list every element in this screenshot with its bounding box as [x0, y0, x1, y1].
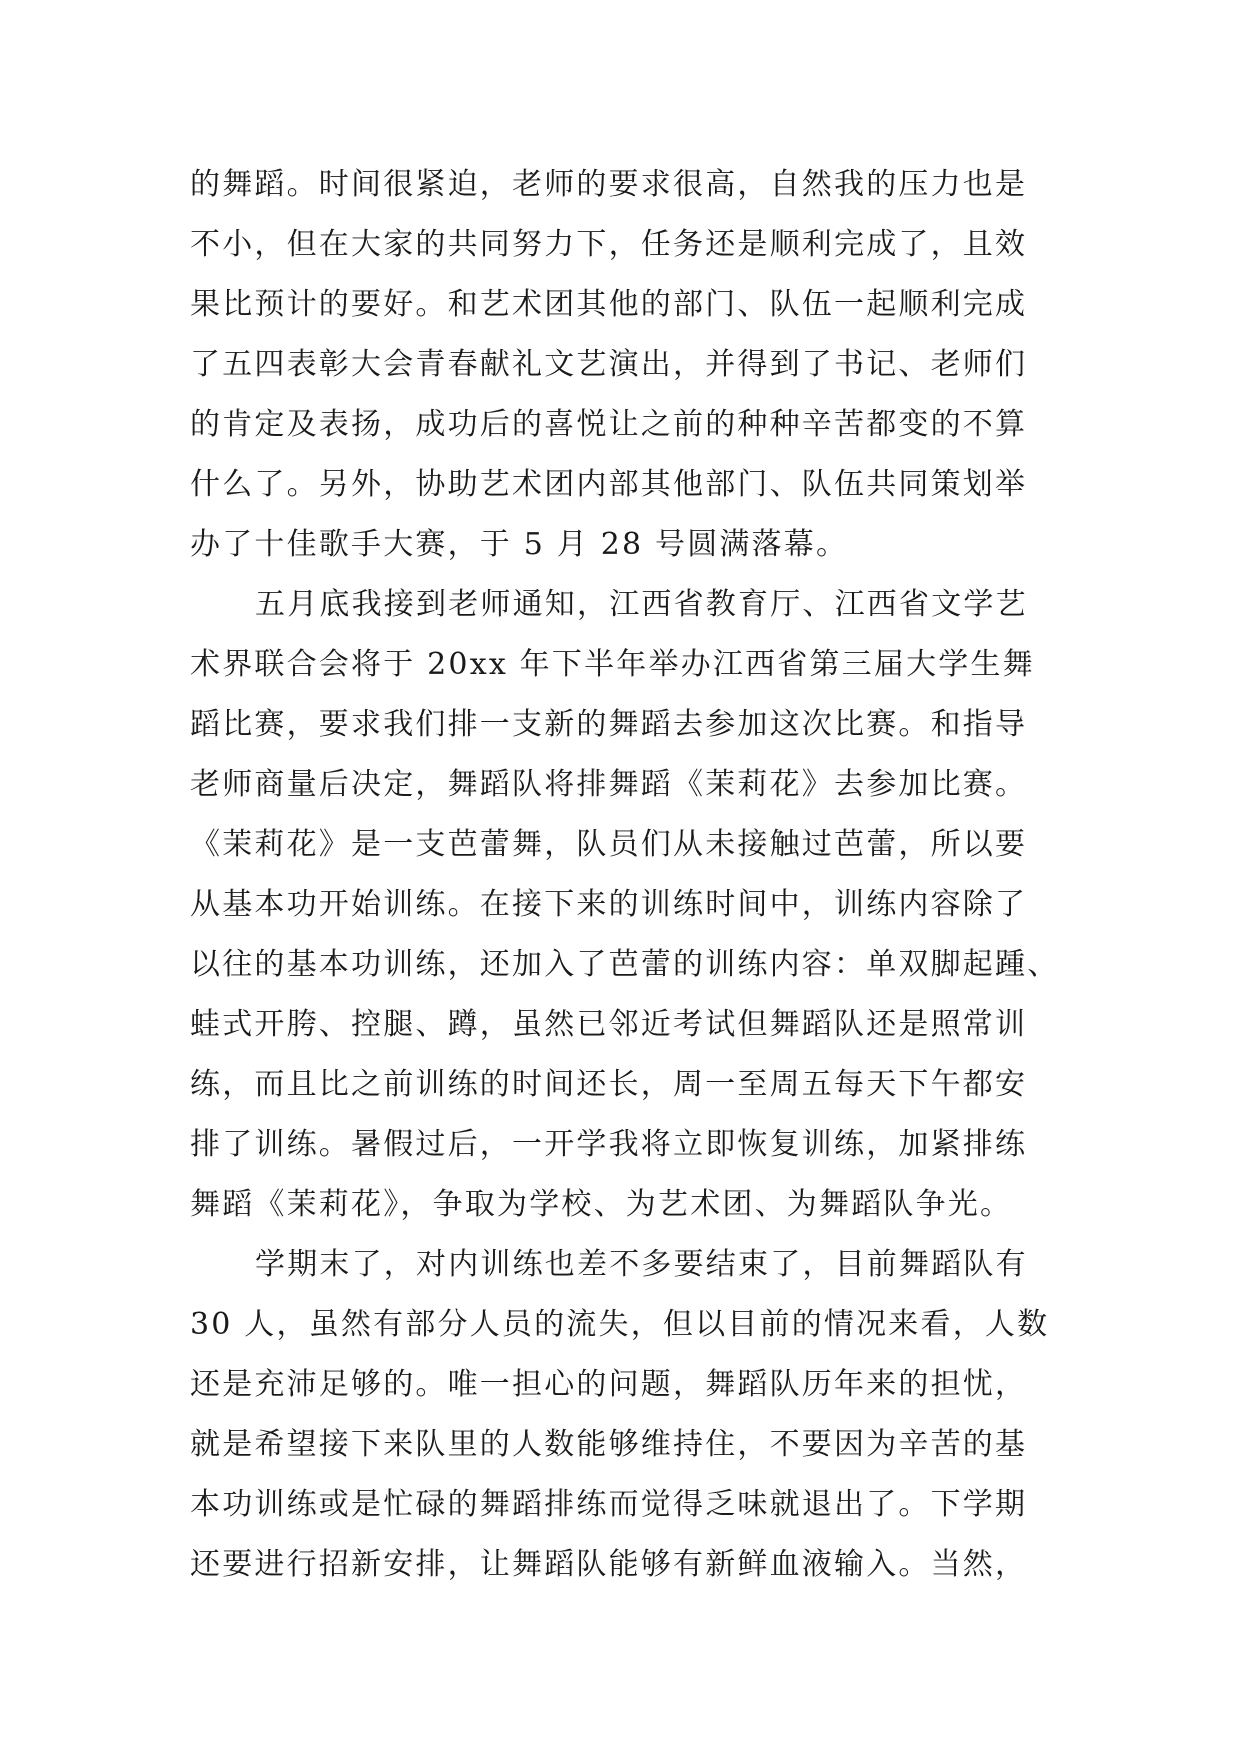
text-line: 了五四表彰大会青春献礼文艺演出，并得到了书记、老师们	[190, 347, 1028, 382]
text-line: 蹈比赛，要求我们排一支新的舞蹈去参加这次比赛。和指导	[190, 707, 1028, 742]
text-line: 不小，但在大家的共同努力下，任务还是顺利完成了，且效	[190, 227, 1028, 262]
text-line: 的肯定及表扬，成功后的喜悦让之前的种种辛苦都变的不算	[190, 407, 1028, 442]
text-line: 老师商量后决定，舞蹈队将排舞蹈《茉莉花》去参加比赛。	[190, 767, 1028, 802]
text-line: 舞蹈《茉莉花》，争取为学校、为艺术团、为舞蹈队争光。	[190, 1187, 1013, 1222]
text-line: 果比预计的要好。和艺术团其他的部门、队伍一起顺利完成	[190, 287, 1028, 322]
paragraph-first-line: 学期末了，对内训练也差不多要结束了，目前舞蹈队有	[255, 1247, 1028, 1282]
text-line: 以往的基本功训练，还加入了芭蕾的训练内容：单双脚起踵、	[190, 947, 1060, 982]
text-line: 还要进行招新安排，让舞蹈队能够有新鲜血液输入。当然，	[190, 1547, 1028, 1582]
text-line: 术界联合会将于 20xx 年下半年举办江西省第三届大学生舞	[190, 647, 1035, 682]
text-line: 蛙式开胯、控腿、蹲，虽然已邻近考试但舞蹈队还是照常训	[190, 1007, 1028, 1042]
text-line: 的舞蹈。时间很紧迫，老师的要求很高，自然我的压力也是	[190, 167, 1028, 202]
paragraph-first-line: 五月底我接到老师通知，江西省教育厅、江西省文学艺	[255, 587, 1028, 622]
text-line: 还是充沛足够的。唯一担心的问题，舞蹈队历年来的担忧，	[190, 1367, 1028, 1402]
text-line: 从基本功开始训练。在接下来的训练时间中，训练内容除了	[190, 887, 1028, 922]
text-line: 什么了。另外，协助艺术团内部其他部门、队伍共同策划举	[190, 467, 1028, 502]
text-line: 本功训练或是忙碌的舞蹈排练而觉得乏味就退出了。下学期	[190, 1487, 1028, 1522]
text-line: 排了训练。暑假过后，一开学我将立即恢复训练，加紧排练	[190, 1127, 1028, 1162]
text-line: 办了十佳歌手大赛，于 5 月 28 号圆满落幕。	[190, 527, 849, 562]
text-line: 就是希望接下来队里的人数能够维持住，不要因为辛苦的基	[190, 1427, 1028, 1462]
text-line: 练，而且比之前训练的时间还长，周一至周五每天下午都安	[190, 1067, 1028, 1102]
text-line: 30 人，虽然有部分人员的流失，但以目前的情况来看，人数	[190, 1307, 1050, 1342]
text-line: 《茉莉花》是一支芭蕾舞，队员们从未接触过芭蕾，所以要	[190, 827, 1028, 862]
